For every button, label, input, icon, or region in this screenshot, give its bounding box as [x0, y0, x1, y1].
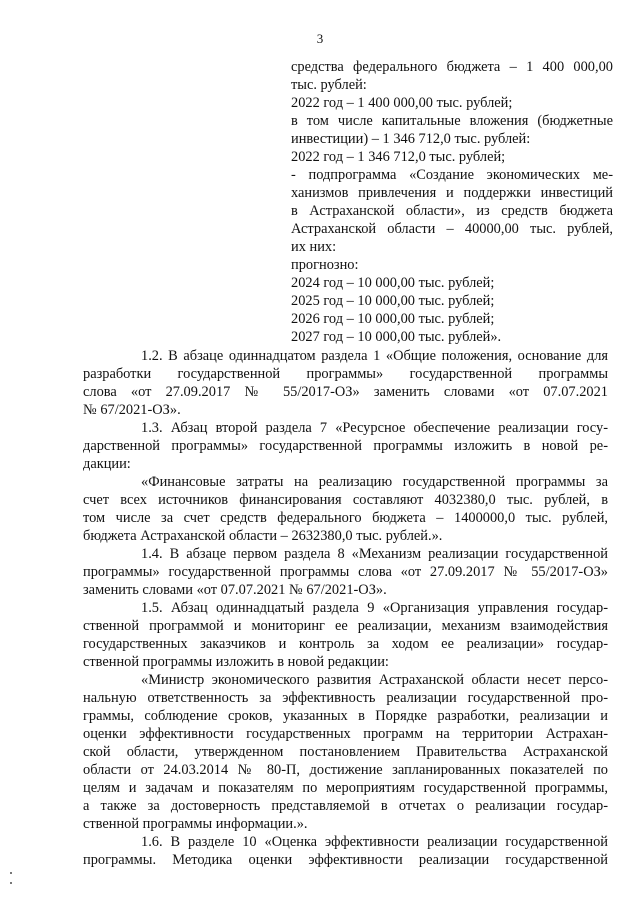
funding-line: 2022 год – 1 400 000,00 тыс. рублей; — [291, 95, 513, 111]
paragraph-line: дарственной программы» государственной программы изложить в новой ре- — [83, 438, 608, 454]
quote-line: граммы, соблюдение сроков, указанных в Порядке разработки, реализации и — [83, 708, 608, 724]
funding-line: инвестиции) – 1 346 712,0 тыс. рублей: — [291, 131, 531, 147]
quote-line: а также за достоверность представляемой в отчетах о реализации государ- — [83, 798, 608, 814]
paragraph-line: № 67/2021-ОЗ». — [83, 402, 181, 418]
quote-line: «Министр экономического развития Астраханской области несет персо- — [141, 672, 608, 688]
funding-line: в том числе капитальные вложения (бюджетные — [291, 113, 613, 129]
quote-line: области от 24.03.2014 № 80-П, достижение запланированных показателей по — [83, 762, 608, 778]
funding-line: их них: — [291, 239, 337, 255]
paragraph-line: заменить словами «от 07.07.2021 № 67/2021-ОЗ». — [83, 582, 387, 598]
quote-line: счет всех источников финансирования составляют 4032380,0 тыс. рублей, в — [83, 492, 608, 508]
funding-line: прогнозно: — [291, 257, 359, 273]
paragraph-line: разработки государственной программы» государственной программы — [83, 366, 608, 382]
quote-line: нальную ответственность за эффективность реализации государственной про- — [83, 690, 608, 706]
quote-line: «Финансовые затраты на реализацию государственной программы за — [141, 474, 608, 490]
paragraph-line: 1.6. В разделе 10 «Оценка эффективности реализации государственной — [141, 834, 608, 850]
paragraph-line: государственных заказчиков и контроль за ходом ее реализации» государ- — [83, 636, 608, 652]
paragraph-line: 1.2. В абзаце одиннадцатом раздела 1 «Общие положения, основание для — [141, 348, 608, 364]
funding-line: 2025 год – 10 000,00 тыс. рублей; — [291, 293, 495, 309]
funding-line: 2022 год – 1 346 712,0 тыс. рублей; — [291, 149, 506, 165]
paragraph-line: программы. Методика оценки эффективности реализации государственной — [83, 852, 608, 868]
paragraph-line: ственной программой и мониторинг ее реализации, механизм взаимодействия — [83, 618, 608, 634]
paragraph-line: 1.4. В абзаце первом раздела 8 «Механизм реализации государственной — [141, 546, 608, 562]
quote-line: оценки эффективности государственных программ на территории Астрахан- — [83, 726, 608, 742]
funding-line: 2024 год – 10 000,00 тыс. рублей; — [291, 275, 495, 291]
paragraph-line: дакции: — [83, 456, 131, 472]
page-number: 3 — [316, 31, 324, 46]
quote-line: ской области, утвержденном постановлением Правительства Астраханской — [83, 744, 608, 760]
paragraph-line: 1.5. Абзац одиннадцатый раздела 9 «Организация управления государ- — [141, 600, 608, 616]
paragraph-line: ственной программы изложить в новой редакции: — [83, 654, 389, 670]
quote-line: ственной программы информации.». — [83, 816, 308, 832]
paragraph-line: программы» государственной программы слова «от 27.09.2017 № 55/2017-ОЗ» — [83, 564, 608, 580]
paragraph-line: 1.3. Абзац второй раздела 7 «Ресурсное обеспечение реализации госу- — [141, 420, 608, 436]
quote-line: том числе за счет средств федерального бюджета – 1400000,0 тыс. рублей, — [83, 510, 608, 526]
scan-speck — [10, 882, 12, 884]
quote-line: целям и задачам и показателям по мероприятиям государственной программы, — [83, 780, 608, 796]
paragraph-line: слова «от 27.09.2017 № 55/2017-ОЗ» заменить словами «от 07.07.2021 — [83, 384, 608, 400]
funding-line: средства федерального бюджета – 1 400 000,00 — [291, 59, 613, 75]
funding-line: ханизмов привлечения и поддержки инвестиций — [291, 185, 613, 201]
funding-line: 2027 год – 10 000,00 тыс. рублей». — [291, 329, 502, 345]
funding-line: тыс. рублей: — [291, 77, 367, 93]
funding-line: 2026 год – 10 000,00 тыс. рублей; — [291, 311, 495, 327]
funding-line: Астраханской области – 40000,00 тыс. рублей, — [291, 221, 613, 237]
quote-line: бюджета Астраханской области – 2632380,0 тыс. рублей.». — [83, 528, 443, 544]
funding-line: в Астраханской области», из средств бюджета — [291, 203, 613, 219]
funding-line: - подпрограмма «Создание экономических ме- — [291, 167, 613, 183]
scan-speck — [10, 872, 12, 874]
